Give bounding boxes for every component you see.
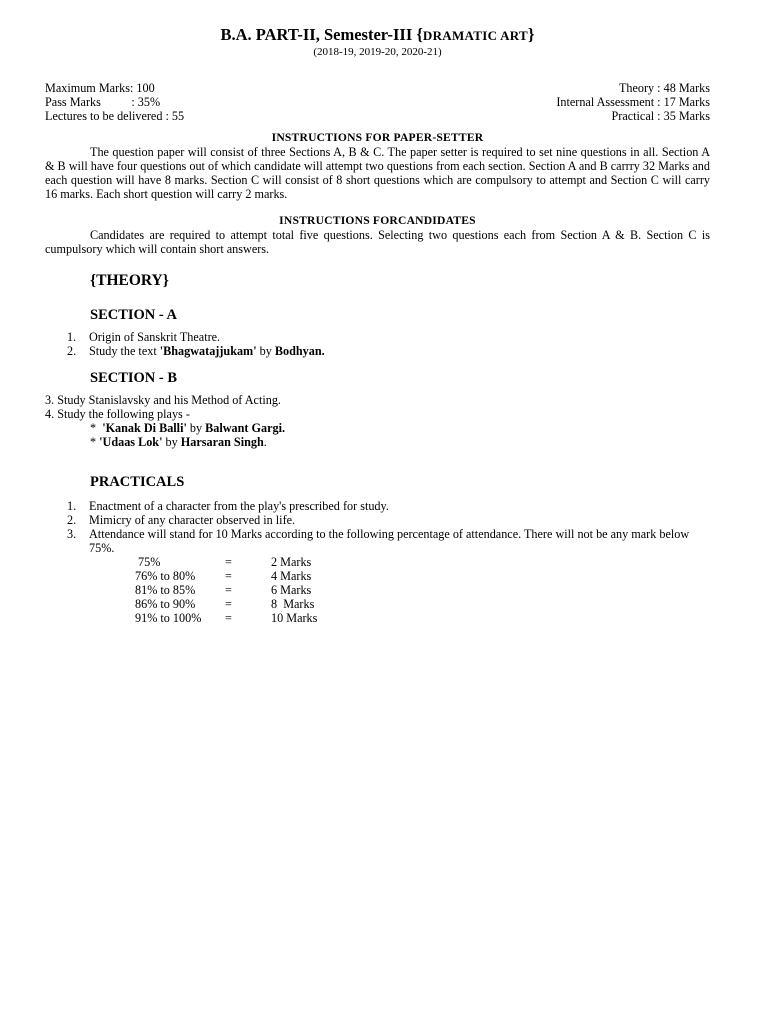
list-item: 2. Mimicry of any character observed in life. — [67, 513, 296, 527]
list-item: 2. Study the text 'Bhagwatajjukam' by Bodhyan. — [67, 344, 325, 358]
marks-block — [45, 81, 710, 123]
attendance-row: 81% to 85% = 6 Marks — [135, 583, 312, 597]
section-a-list — [45, 330, 710, 358]
section-b-list — [45, 393, 710, 449]
play-item: * 'Udaas Lok' by Harsaran Singh. — [90, 435, 267, 449]
candidates-text: Candidates are required to attempt total five questions. Selecting two questions each from Section A & B. Section C is cumpulsory which will contain short answers. — [45, 228, 710, 256]
attendance-row: 91% to 100% = 10 Marks — [135, 611, 318, 625]
practicals-list — [45, 499, 710, 555]
section-a-heading: SECTION - A — [90, 307, 178, 323]
document-page — [45, 25, 710, 625]
session-years: (2018-19, 2019-20, 2020-21) — [313, 46, 442, 58]
pass-marks: Pass Marks : 35% — [45, 95, 161, 109]
practicals-heading: PRACTICALS — [90, 474, 185, 490]
section-b-heading: SECTION - B — [90, 370, 178, 386]
marks-left — [45, 81, 184, 123]
attendance-row: 76% to 80% = 4 Marks — [135, 569, 312, 583]
attendance-table — [135, 555, 710, 625]
list-item: 1. Origin of Sanskrit Theatre. — [67, 330, 221, 344]
marks-right — [556, 81, 710, 123]
paper-setter-heading: INSTRUCTIONS FOR PAPER-SETTER — [271, 131, 484, 144]
title-main: B.A. PART-II, Semester-III { — [220, 25, 423, 44]
list-item: 1. Enactment of a character from the play's prescribed for study. — [67, 499, 389, 513]
theory-marks: Theory : 48 Marks — [618, 81, 710, 95]
page-title — [45, 25, 710, 46]
play-item: * 'Kanak Di Balli' by Balwant Gargi. — [90, 421, 286, 435]
internal-marks: Internal Assessment : 17 Marks — [556, 95, 710, 109]
theory-heading: {THEORY} — [90, 272, 169, 289]
list-item: 3. Study Stanislavsky and his Method of Acting. — [45, 393, 281, 407]
candidates-heading: INSTRUCTIONS FORCANDIDATES — [279, 214, 476, 227]
practical-marks: Practical : 35 Marks — [611, 109, 710, 123]
list-item: 3. Attendance will stand for 10 Marks according to the following percentage of attendance. There will not be any mark below 75%. — [67, 527, 690, 555]
max-marks: Maximum Marks: 100 — [45, 81, 155, 95]
attendance-row: 75% = 2 Marks — [135, 555, 312, 569]
attendance-row: 86% to 90% = 8 Marks — [135, 597, 315, 611]
title-subject: DRAMATIC ART — [422, 28, 528, 43]
list-item: 4. Study the following plays - — [45, 407, 190, 421]
title-end: } — [527, 25, 535, 44]
lectures: Lectures to be delivered : 55 — [45, 109, 185, 123]
paper-setter-text: The question paper will consist of three Sections A, B & C. The paper setter is required to set nine questions in all. Section A & B will have four questions out of which candidate will attempt two questions from each section. Section A and B carrry 32 Marks and each question will have 8 marks. Section C will consist of 8 short questions which are compulsory to attempt and Section C will carry 16 marks. Each short question will carry 2 marks. — [45, 145, 710, 201]
